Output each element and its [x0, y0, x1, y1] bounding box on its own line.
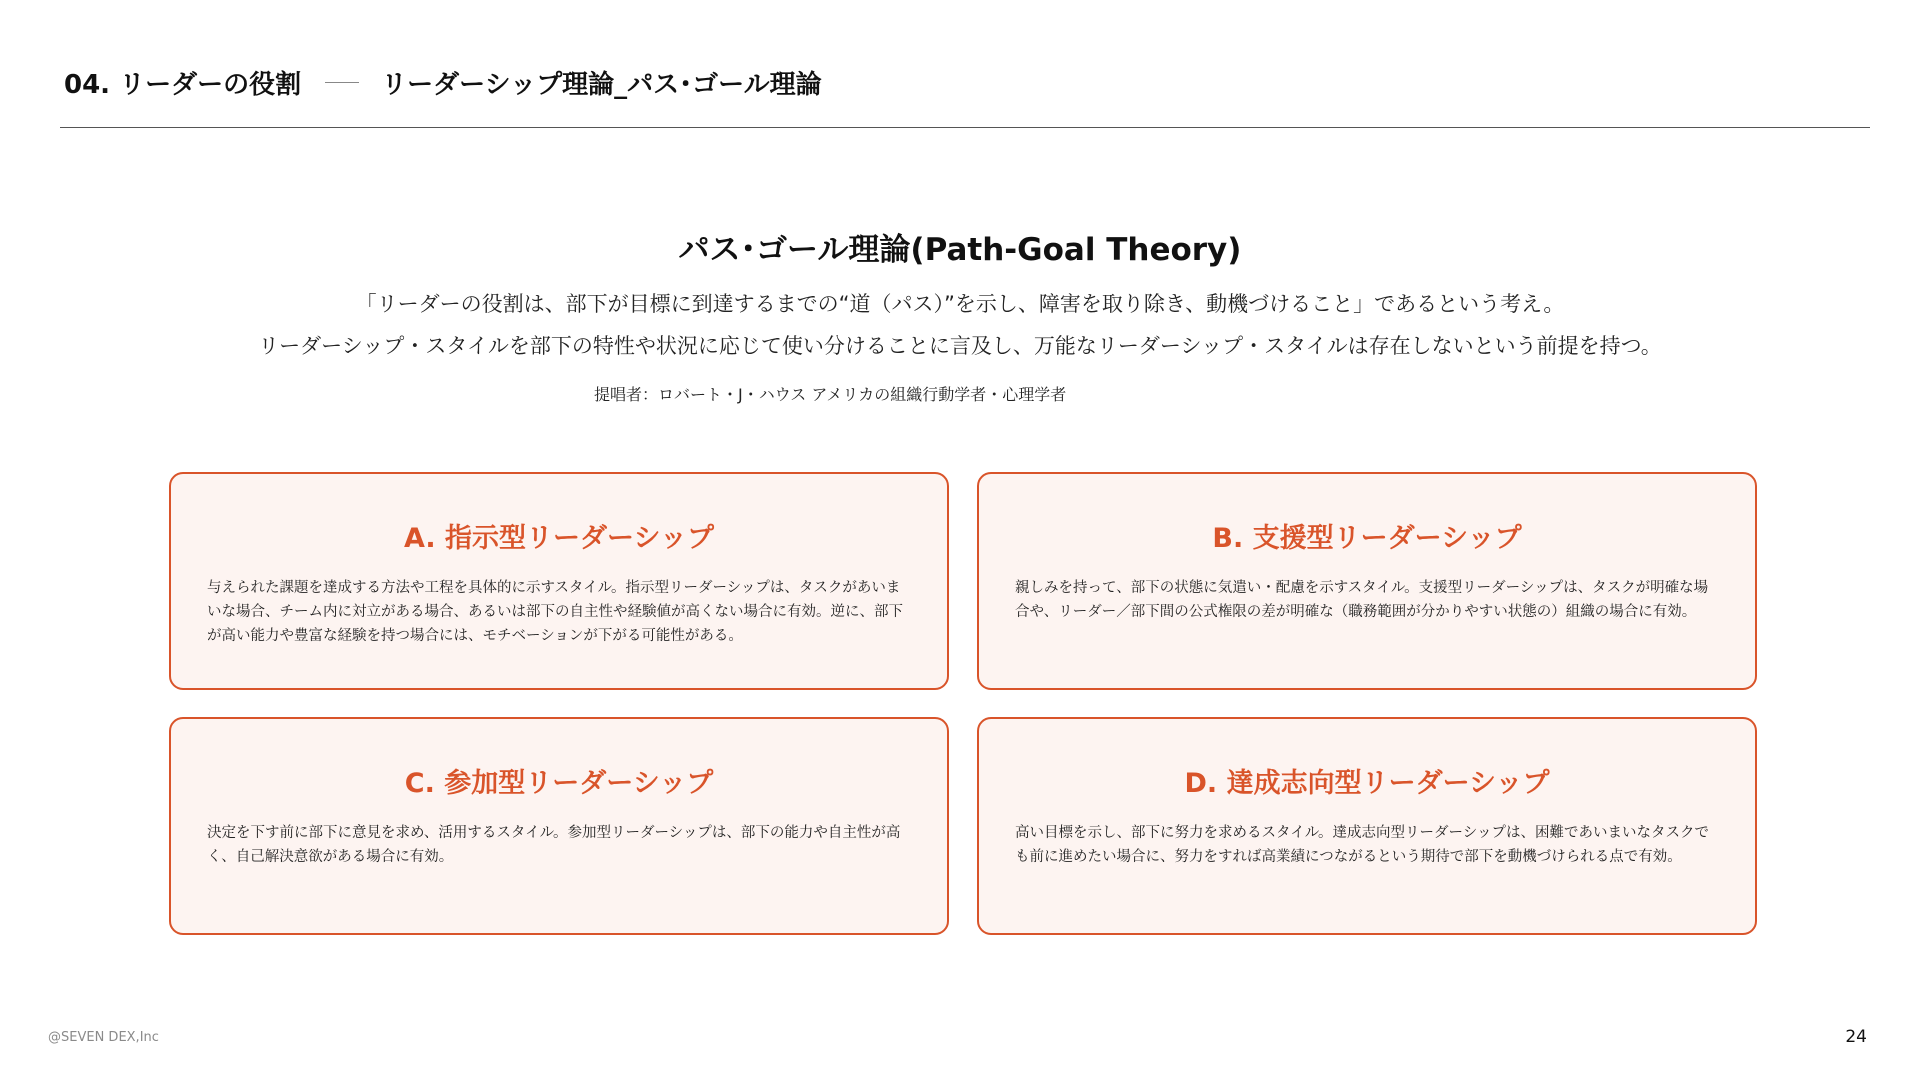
card-title: B. 支援型リーダーシップ: [1212, 523, 1522, 554]
card-title: C. 参加型リーダーシップ: [404, 768, 714, 799]
header-divider: [60, 127, 1870, 128]
theory-description-line-2: リーダーシップ・スタイルを部下の特性や状況に応じて使い分けることに言及し、万能なリーダーシップ・スタイルは存在しないという前提を持つ。: [258, 334, 1662, 358]
copyright-text: @SEVEN DEX,Inc: [48, 1030, 159, 1045]
theory-proponent: 提唱者：ロバート・J・ハウス アメリカの組織行動学者・心理学者: [594, 385, 1067, 404]
page-number: 24: [1845, 1027, 1867, 1047]
card-title: A. 指示型リーダーシップ: [404, 523, 714, 554]
card-body: 高い目標を示し、部下に努力を求めるスタイル。達成志向型リーダーシップは、困難であいまいなタスクでも前に進めたい場合に、努力をすれば高業績につながるという期待で部下を動機づけられる点で有効。: [1015, 825, 1709, 865]
section-label: 04. リーダーの役割: [64, 69, 302, 100]
header-dash-divider: [325, 82, 359, 83]
slide-title: リーダーシップ理論_パス･ゴール理論: [381, 69, 822, 100]
slide-header: [64, 62, 822, 102]
theory-description-line-1: 「リーダーの役割は、部下が目標に到達するまでの“道（パス）”を示し、障害を取り除き、動機づけること」であるという考え。: [355, 292, 1565, 316]
card-body: 親しみを持って、部下の状態に気遣い・配慮を示すスタイル。支援型リーダーシップは、タスクが明確な場合や、リーダー／部下間の公式権限の差が明確な（職務範囲が分かりやすい状態の）組織の場合に有効。: [1015, 580, 1709, 620]
card-supportive-leadership: [977, 472, 1757, 690]
card-achievement-oriented-leadership: [977, 717, 1757, 935]
card-body: 与えられた課題を達成する方法や工程を具体的に示すスタイル。指示型リーダーシップは、タスクがあいまいな場合、チーム内に対立がある場合、あるいは部下の自主性や経験値が高くない場合に有効。逆に、部下が高い能力や豊富な経験を持つ場合には、モチベーションが下がる可能性がある。: [207, 580, 903, 644]
card-directive-leadership: [169, 472, 949, 690]
card-body: 決定を下す前に部下に意見を求め、活用するスタイル。参加型リーダーシップは、部下の能力や自主性が高く、自己解決意欲がある場合に有効。: [207, 825, 901, 865]
card-title: D. 達成志向型リーダーシップ: [1184, 768, 1550, 799]
card-participative-leadership: [169, 717, 949, 935]
theory-title: パス･ゴール理論(Path-Goal Theory): [678, 232, 1242, 268]
